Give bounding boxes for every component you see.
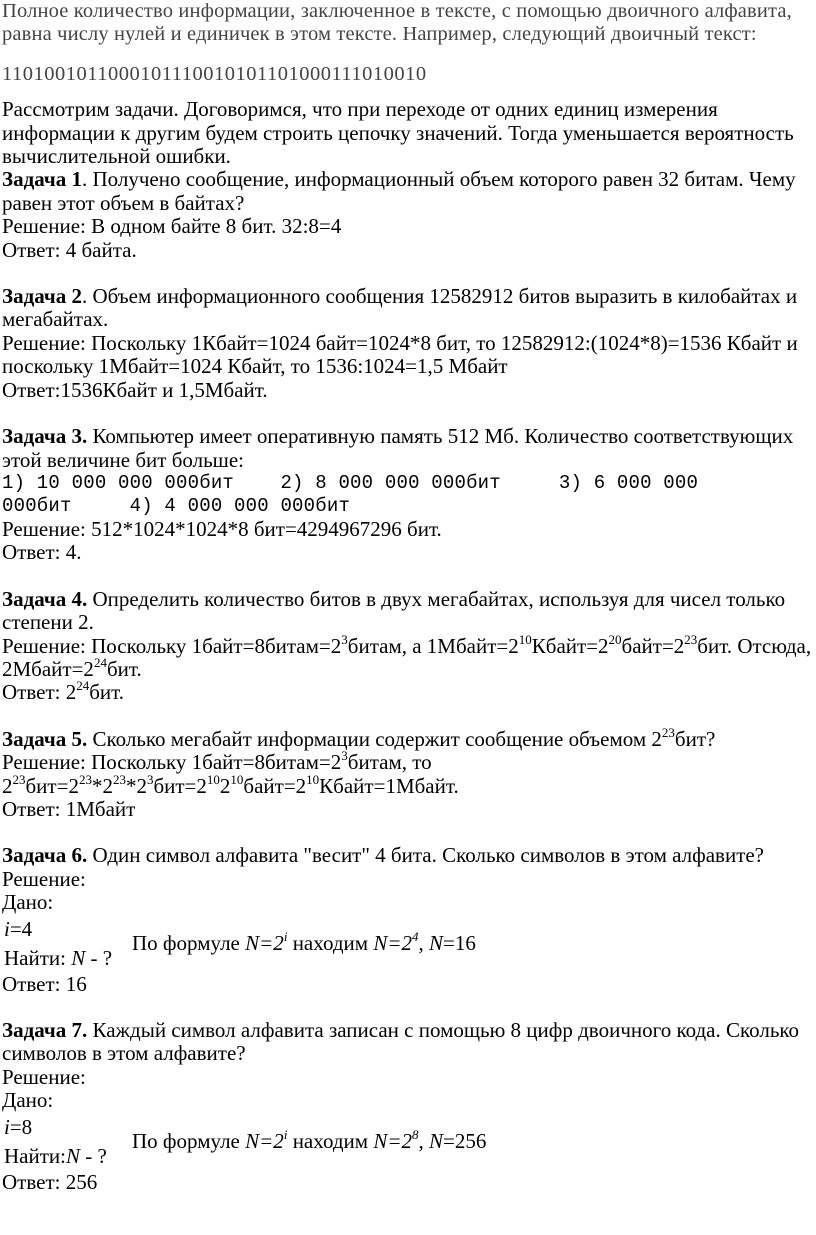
task6-label: Задача 6. xyxy=(2,843,88,868)
task7-given: Дано: xyxy=(2,1088,54,1113)
task2-solution-1: Решение: Поскольку 1Кбайт=1024 байт=1024*8 бит, то 12582912:(1024*8)=1536 Кбайт и xyxy=(2,330,798,355)
task5-label: Задача 5. xyxy=(2,726,88,751)
task3-solution: Решение: 512*1024*1024*8 бит=4294967296 бит. xyxy=(2,516,442,541)
task6-question: Задача 6. Один символ алфавита "весит" 4 бита. Сколько символов в этом алфавите? xyxy=(2,843,765,868)
task6-answer: Ответ: 16 xyxy=(2,971,87,996)
task7-label: Задача 7. xyxy=(2,1018,88,1042)
task6-given: Дано: xyxy=(2,890,54,915)
task7-given-table xyxy=(2,1113,816,1171)
intro-line-1: Полное количество информации, заключенное в тексте, с помощью двоичного алфавита, xyxy=(2,0,792,22)
task1-solution: Решение: В одном байте 8 бит. 32:8=4 xyxy=(2,214,342,239)
task2-question-cont: мегабайтах. xyxy=(2,307,109,332)
intro-line-2: равна числу нулей и единичек в этом тексте. Например, следующий двоичный текст: xyxy=(2,23,757,46)
task3-options-2: 000бит 4) 4 000 000 000бит xyxy=(2,494,351,517)
task2-solution-2: поскольку 1Мбайт=1024 Кбайт, то 1536:1024=1,5 Мбайт xyxy=(2,354,508,379)
task3-options-1: 1) 10 000 000 000бит 2) 8 000 000 000бит 3) 6 000 000 xyxy=(2,471,699,494)
task7-question-cont: символов в этом алфавите? xyxy=(2,1041,246,1066)
preamble-line-1: Рассмотрим задачи. Договоримся, что при переходе от одних единиц измерения xyxy=(2,97,718,122)
task2-answer: Ответ:1536Кбайт и 1,5Мбайт. xyxy=(2,377,268,402)
task7-given-i: i=8 xyxy=(4,1114,33,1139)
task3-question: Задача 3. Компьютер имеет оперативную память 512 Мб. Количество соответствующих xyxy=(2,424,794,449)
task6-find: Найти: N - ? xyxy=(4,945,113,970)
task5-solution-2: $2^{23}бит=2^{23}*2^{23}*2^3бит=2^{10}2^{10}байт=2^{10}Кбайт=1Мбайт$. xyxy=(2,771,459,798)
task4-solution-2: $2Мбайт=2^{24}бит$. xyxy=(2,654,142,681)
task5-solution-1: Решение: Поскольку $1байт=8битам=2^3битам$, то xyxy=(2,748,432,775)
task6-formula: По формуле $N=2^i$ находим $N=2^4$, N=16 xyxy=(132,928,476,955)
task7-formula: По формуле $N=2^i$ находим $N=2^8$, N=256 xyxy=(132,1126,487,1153)
binary-text: 1101001011000101110010101101000111010010 xyxy=(2,62,427,85)
task3-answer: Ответ: 4. xyxy=(2,540,82,565)
task3-label: Задача 3. xyxy=(2,424,88,449)
task4-question: Задача 4. Определить количество битов в двух мегабайтах, используя для чисел только xyxy=(2,586,786,611)
task5-answer: Ответ: 1Мбайт xyxy=(2,796,136,821)
task4-label: Задача 4. xyxy=(2,586,88,611)
task2-question: Задача 2. Объем информационного сообщения 12582912 битов выразить в килобайтах и xyxy=(2,284,798,309)
task3-question-cont: этой величине бит больше: xyxy=(2,447,244,472)
task4-answer: Ответ: $2^{24}бит$. xyxy=(2,678,124,705)
task1-label: Задача 1 xyxy=(2,167,82,192)
task1-question-cont: равен этот объем в байтах? xyxy=(2,190,245,215)
task4-solution-1: Решение: Поскольку $1байт=8битам=2^3битам$, а $1Мбайт=2^{10}Кбайт=2^{20}байт=2^{23}бит$. Отсюда, xyxy=(2,631,812,658)
task7-solution: Решение: xyxy=(2,1064,86,1089)
task1-answer: Ответ: 4 байта. xyxy=(2,237,137,262)
task7-find: Найти:N - ? xyxy=(4,1143,107,1168)
task4-question-cont: степени 2. xyxy=(2,610,94,635)
task6-given-i: i=4 xyxy=(4,916,33,941)
preamble-line-3: вычислительной ошибки. xyxy=(2,144,231,169)
task1-question: Задача 1. Получено сообщение, информационный объем которого равен 32 битам. Чему xyxy=(2,167,796,192)
task5-question: Задача 5. Сколько мегабайт информации содержит сообщение объемом $2^{23}бит$? xyxy=(2,724,716,751)
task7-question: Задача 7. Каждый символ алфавита записан с помощью 8 цифр двоичного кода. Сколько xyxy=(2,1018,800,1042)
task6-given-table xyxy=(2,915,816,973)
preamble-line-2: информации к другим будем строить цепочку значений. Тогда уменьшается вероятность xyxy=(2,120,794,145)
task7-answer: Ответ: 256 xyxy=(2,1169,98,1194)
task6-solution: Решение: xyxy=(2,866,86,891)
task2-label: Задача 2 xyxy=(2,284,82,309)
